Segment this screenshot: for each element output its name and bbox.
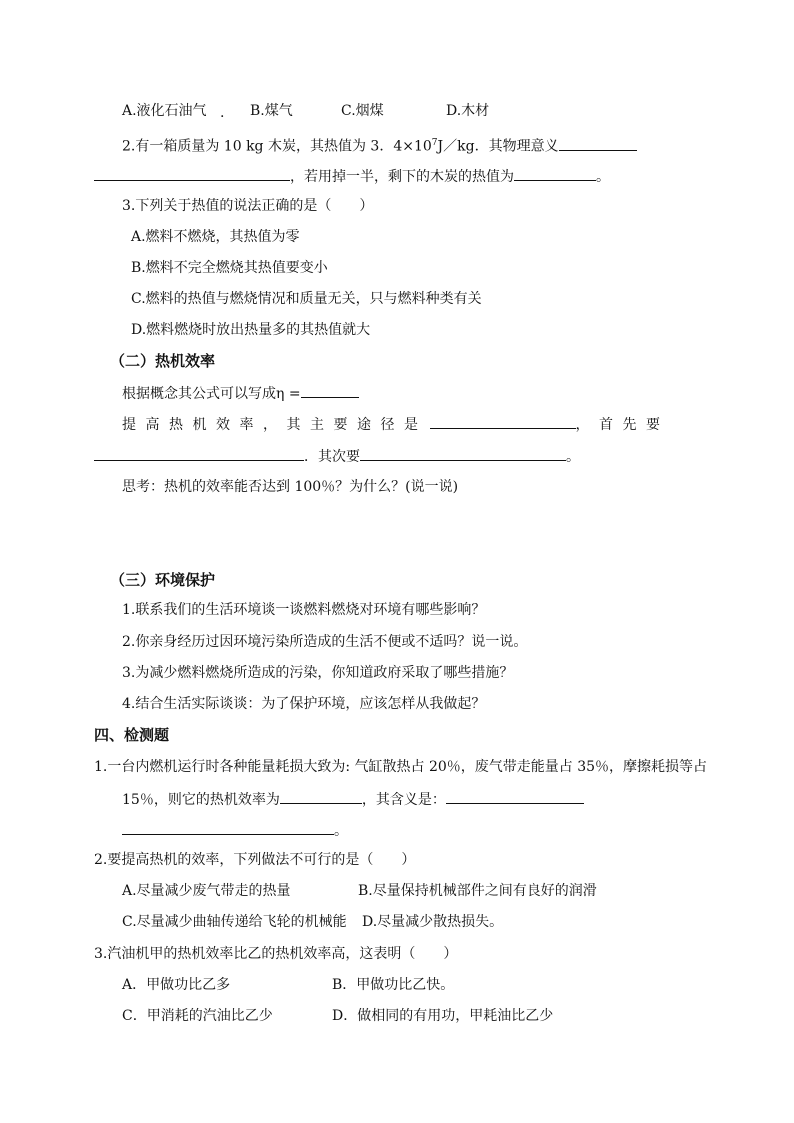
q2-blank-3[interactable] [514,166,596,181]
section4-q2-option-c: C.尽量减少曲轴传递给飞轮的机械能 [122,914,347,930]
q2-line1 [122,134,637,156]
q1-option-b: B.煤气 [250,103,293,119]
section4-q2-option-a: A.尽量减少废气带走的热量 [122,883,291,899]
section4-q2-option-b: B.尽量保持机械部件之间有良好的润滑 [358,883,597,899]
section4-q3-option-d: D．做相同的有用功，甲耗油比乙少 [332,1008,554,1024]
meaning-blank-2[interactable] [122,820,334,835]
section2-improve-b: ，首先要 [575,417,670,433]
q3-option-d: D.燃料燃烧时放出热量多的其热值就大 [131,322,371,338]
section4-q1-line1: 1.一台内燃机运行时各种能量耗损大致为: 气缸散热占 20％，废气带走能量占 35％，摩擦耗损等占 [94,759,708,775]
q1-option-a: A.液化石油气 [122,103,207,119]
q2-text-b: J／kg．其物理意义 [437,138,559,155]
section4-q1-b: 15％，则它的热机效率为 [122,792,280,808]
section4-q1-line2 [122,789,584,809]
section4-q1-c: ，其含义是： [361,792,446,808]
q3-option-a: A.燃料不燃烧，其热值为零 [131,229,300,245]
efficiency-blank[interactable] [280,789,362,804]
section2-improve-line1 [122,414,670,434]
section3-item-1: 1.联系我们的生活环境谈一谈燃料燃烧对环境有哪些影响？ [122,602,486,618]
formula-blank[interactable] [301,383,359,398]
section3-item-2: 2.你亲身经历过因环境污染所造成的生活不便或不适吗？说一说。 [122,634,528,650]
section4-title: 四、检测题 [94,726,170,744]
q3-option-c: C.燃料的热值与燃烧情况和质量无关，只与燃料种类有关 [131,291,482,307]
improve-blank-1[interactable] [430,414,576,429]
section4-q2-stem: 2.要提高热机的效率，下列做法不可行的是（ ） [94,852,416,868]
section4-q1-end: 。 [334,823,348,839]
meaning-blank-1[interactable] [446,789,584,804]
section4-q1-line3 [122,820,348,840]
section4-q3-stem: 3.汽油机甲的热机效率比乙的热机效率高，这表明（ ） [94,946,458,962]
q2-line2 [94,166,610,186]
section2-improve-a: 提高热机效率，其主要途径是 [122,417,428,433]
section4-q2-option-d: D.尽量减少散热损失。 [362,914,504,930]
q1-option-c: C.烟煤 [341,103,384,119]
q2-text-a: 2.有一箱质量为 10 kg 木炭，其热值为 3．4×10 [122,138,432,155]
section3-item-4: 4.结合生活实际谈谈：为了保护环境，应该怎样从我做起？ [122,696,486,712]
improve-blank-2[interactable] [94,446,304,461]
q1-option-d: D.木材 [446,103,490,119]
q2-end: 。 [596,169,610,185]
section4-q3-option-b: B．甲做功比乙快。 [332,977,455,993]
section2-improve-line2 [94,446,580,466]
q2-blank-2[interactable] [94,166,290,181]
q3-option-b: B.燃料不完全燃烧其热值要变小 [131,260,328,276]
section2-formula: 根据概念其公式可以写成η = [122,386,301,402]
section2-improve-c: ．其次要 [304,449,360,465]
q2-sup: 7 [431,138,438,148]
section3-item-3: 3.为减少燃料燃烧所造成的污染，你知道政府采取了哪些措施？ [122,665,514,681]
q1-option-dot: . [220,105,225,121]
q2-text-c: ，若用掉一半，剩下的木炭的热值为 [290,169,514,185]
section2-think: 思考：热机的效率能否达到 100％？为什么？(说一说) [122,479,459,495]
q3-stem: 3.下列关于热值的说法正确的是（ ） [122,198,374,214]
improve-blank-3[interactable] [360,446,566,461]
section4-q3-option-a: A．甲做功比乙多 [122,977,231,993]
section2-title: （二）热机效率 [110,352,216,370]
q2-blank-1[interactable] [559,136,637,151]
section2-formula-line [122,383,359,403]
section2-improve-end: 。 [566,449,580,465]
section3-title: （三）环境保护 [110,571,216,589]
section4-q3-option-c: C．甲消耗的汽油比乙少 [122,1008,273,1024]
